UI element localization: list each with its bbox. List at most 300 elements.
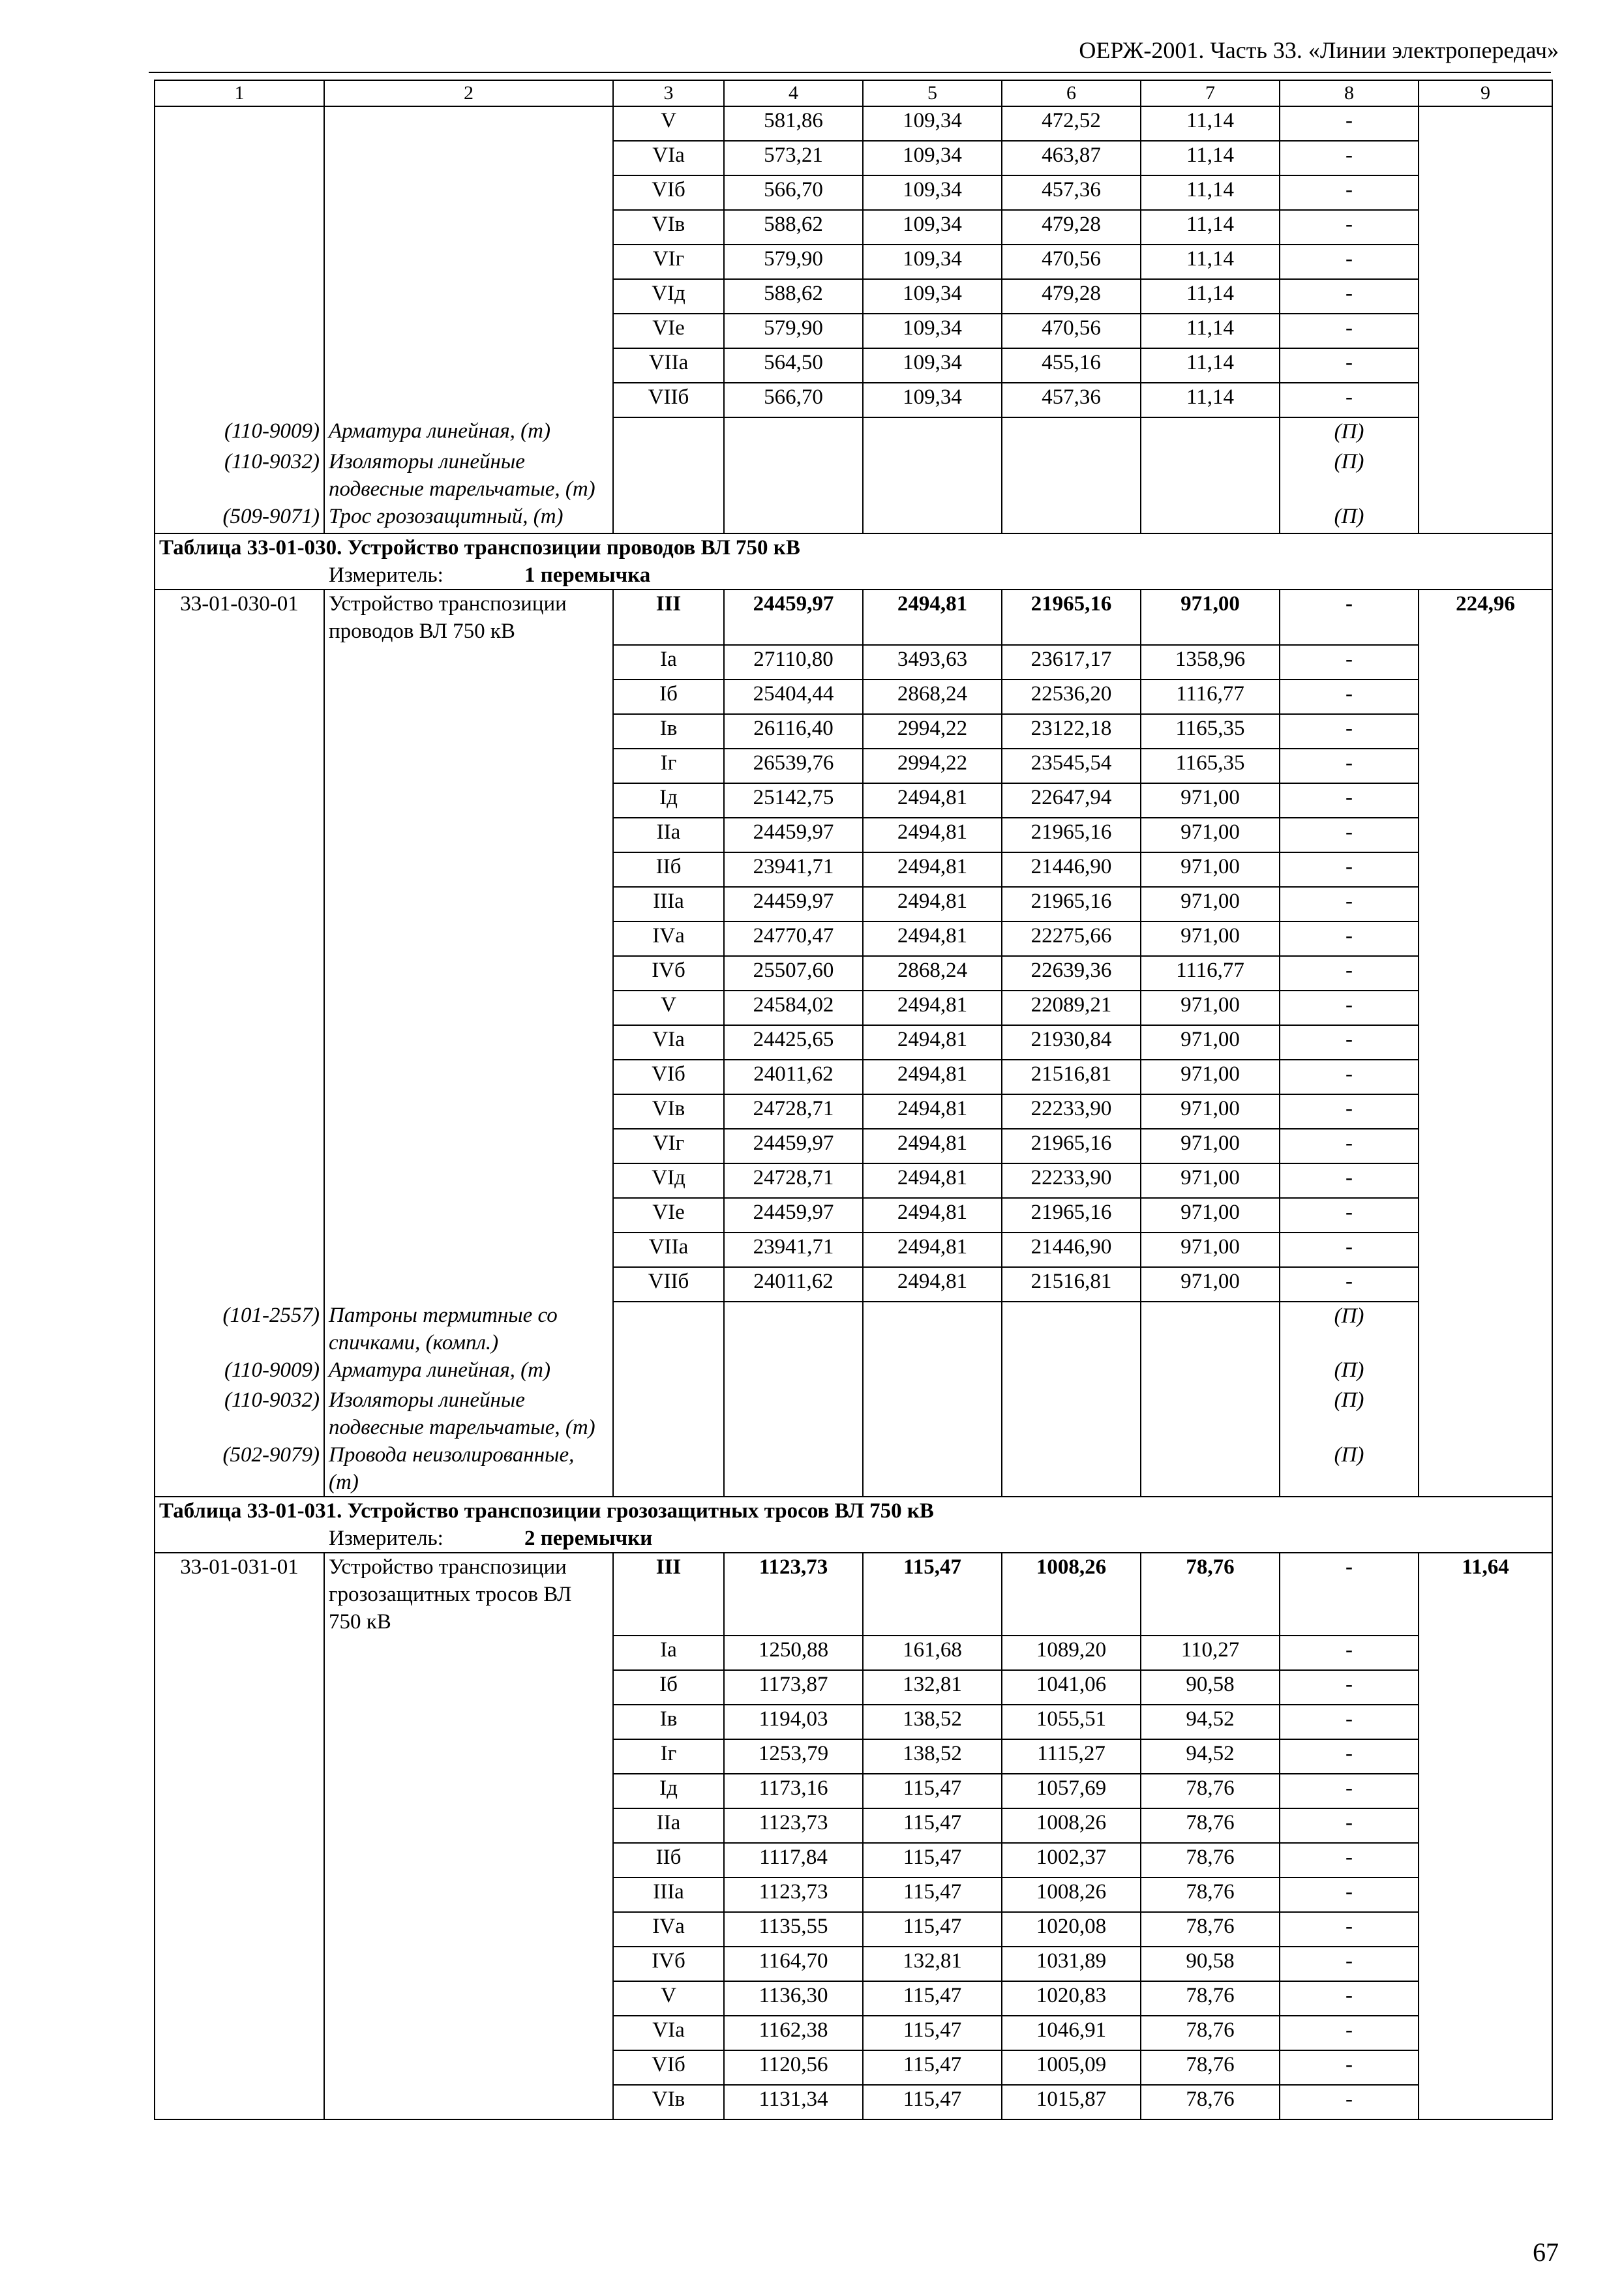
column-number: 7 (1141, 80, 1280, 106)
rate-code-cell (155, 1636, 324, 1670)
total-cost-cell: 25404,44 (724, 680, 863, 714)
wage-cell: 2494,81 (863, 1198, 1002, 1233)
rate-code-cell (155, 749, 324, 783)
total-cost-cell: 24770,47 (724, 921, 863, 956)
material-cost-cell: - (1280, 106, 1419, 141)
rate-code-cell: 33-01-031-01 (155, 1553, 324, 1636)
driver-wage-cell: 1358,96 (1141, 645, 1280, 680)
table-body (155, 80, 1552, 2119)
rate-code-cell (155, 818, 324, 852)
empty-cell (1141, 1441, 1280, 1497)
work-name-cell (324, 1163, 613, 1198)
machine-cost-cell: 23617,17 (1002, 645, 1141, 680)
empty-cell (1419, 1386, 1552, 1441)
material-cost-cell: - (1280, 1705, 1419, 1739)
zone-cell: Iд (613, 783, 724, 818)
resource-row (155, 1441, 1552, 1497)
zone-cell: VIа (613, 1025, 724, 1060)
material-cost-cell: - (1280, 590, 1419, 645)
rate-code-cell (155, 1267, 324, 1302)
resource-name: Провода неизолированные, (т) (324, 1441, 613, 1497)
zone-cell: VIIа (613, 348, 724, 383)
driver-wage-cell: 971,00 (1141, 991, 1280, 1025)
work-name-cell (324, 1094, 613, 1129)
machine-cost-cell: 479,28 (1002, 279, 1141, 314)
driver-wage-cell: 11,14 (1141, 210, 1280, 245)
wage-cell: 2494,81 (863, 1163, 1002, 1198)
total-cost-cell: 25142,75 (724, 783, 863, 818)
wage-cell: 115,47 (863, 2050, 1002, 2085)
wage-cell: 115,47 (863, 1912, 1002, 1947)
driver-wage-cell: 11,14 (1141, 106, 1280, 141)
driver-wage-cell: 11,14 (1141, 348, 1280, 383)
material-cost-cell: - (1280, 749, 1419, 783)
wage-cell: 2494,81 (863, 818, 1002, 852)
driver-wage-cell: 11,14 (1141, 175, 1280, 210)
empty-cell (613, 1356, 724, 1386)
material-cost-cell: - (1280, 2085, 1419, 2119)
table-row (155, 1163, 1552, 1198)
wage-cell: 132,81 (863, 1670, 1002, 1705)
table-row (155, 1025, 1552, 1060)
table-row (155, 2050, 1552, 2085)
wage-cell: 115,47 (863, 2085, 1002, 2119)
measure-label: Измеритель: (329, 1527, 444, 1550)
labor-cell (1419, 1025, 1552, 1060)
total-cost-cell: 24728,71 (724, 1163, 863, 1198)
zone-cell: IVб (613, 1947, 724, 1981)
empty-cell (1419, 417, 1552, 448)
rate-code-cell (155, 852, 324, 887)
rate-code-cell (155, 1705, 324, 1739)
table-row (155, 314, 1552, 348)
empty-cell (1002, 1356, 1141, 1386)
empty-cell (1419, 1441, 1552, 1497)
driver-wage-cell: 11,14 (1141, 245, 1280, 279)
page-number: 67 (1533, 2237, 1559, 2267)
empty-cell (1141, 1356, 1280, 1386)
zone-cell: IVа (613, 921, 724, 956)
labor-cell (1419, 680, 1552, 714)
resource-code: (110-9032) (155, 1386, 324, 1441)
labor-cell (1419, 887, 1552, 921)
work-name-cell (324, 1267, 613, 1302)
machine-cost-cell: 1015,87 (1002, 2085, 1141, 2119)
table-row (155, 590, 1552, 645)
rate-code-cell (155, 714, 324, 749)
work-name-cell (324, 1060, 613, 1094)
driver-wage-cell: 971,00 (1141, 887, 1280, 921)
material-cost-cell: - (1280, 141, 1419, 175)
rate-code-cell (155, 210, 324, 245)
labor-cell (1419, 1267, 1552, 1302)
material-cost-cell: - (1280, 1774, 1419, 1808)
table-row (155, 2016, 1552, 2050)
zone-cell: VIа (613, 2016, 724, 2050)
machine-cost-cell: 21446,90 (1002, 1233, 1141, 1267)
zone-cell: VIв (613, 2085, 724, 2119)
table-row (155, 991, 1552, 1025)
empty-cell (1002, 503, 1141, 533)
empty-cell (724, 1386, 863, 1441)
table-row (155, 1808, 1552, 1843)
wage-cell: 138,52 (863, 1705, 1002, 1739)
zone-cell: III (613, 1553, 724, 1636)
rate-code-cell (155, 887, 324, 921)
header-rule (149, 72, 1551, 73)
table-row (155, 1670, 1552, 1705)
empty-cell (1002, 417, 1141, 448)
driver-wage-cell: 94,52 (1141, 1739, 1280, 1774)
zone-cell: III (613, 590, 724, 645)
empty-cell (613, 1386, 724, 1441)
wage-cell: 2494,81 (863, 590, 1002, 645)
work-name-cell (324, 1878, 613, 1912)
machine-cost-cell: 21965,16 (1002, 818, 1141, 852)
driver-wage-cell: 78,76 (1141, 1843, 1280, 1878)
driver-wage-cell: 971,00 (1141, 1025, 1280, 1060)
total-cost-cell: 1253,79 (724, 1739, 863, 1774)
work-name-cell (324, 279, 613, 314)
machine-cost-cell: 1089,20 (1002, 1636, 1141, 1670)
rate-code-cell (155, 106, 324, 141)
work-name-cell (324, 783, 613, 818)
total-cost-cell: 588,62 (724, 210, 863, 245)
work-name-cell (324, 1129, 613, 1163)
driver-wage-cell: 78,76 (1141, 2050, 1280, 2085)
work-name-cell (324, 714, 613, 749)
driver-wage-cell: 11,14 (1141, 383, 1280, 417)
machine-cost-cell: 21446,90 (1002, 852, 1141, 887)
material-cost-cell: - (1280, 1636, 1419, 1670)
machine-cost-cell: 21516,81 (1002, 1060, 1141, 1094)
wage-cell: 115,47 (863, 1878, 1002, 1912)
empty-cell (863, 1356, 1002, 1386)
work-name-cell (324, 991, 613, 1025)
empty-cell (1419, 503, 1552, 533)
table-row (155, 106, 1552, 141)
wage-cell: 109,34 (863, 141, 1002, 175)
rate-code-cell (155, 1025, 324, 1060)
wage-cell: 109,34 (863, 348, 1002, 383)
total-cost-cell: 566,70 (724, 383, 863, 417)
driver-wage-cell: 1116,77 (1141, 680, 1280, 714)
driver-wage-cell: 971,00 (1141, 783, 1280, 818)
total-cost-cell: 24425,65 (724, 1025, 863, 1060)
resource-code: (110-9009) (155, 1356, 324, 1386)
driver-wage-cell: 90,58 (1141, 1670, 1280, 1705)
driver-wage-cell: 971,00 (1141, 1198, 1280, 1233)
zone-cell: VIа (613, 141, 724, 175)
zone-cell: Iа (613, 1636, 724, 1670)
driver-wage-cell: 78,76 (1141, 1774, 1280, 1808)
total-cost-cell: 1173,16 (724, 1774, 863, 1808)
driver-wage-cell: 971,00 (1141, 1233, 1280, 1267)
labor-cell (1419, 1774, 1552, 1808)
wage-cell: 115,47 (863, 1553, 1002, 1636)
wage-cell: 2494,81 (863, 1233, 1002, 1267)
rate-code-cell (155, 680, 324, 714)
wage-cell: 2994,22 (863, 714, 1002, 749)
machine-cost-cell: 21965,16 (1002, 590, 1141, 645)
zone-cell: Iб (613, 1670, 724, 1705)
machine-cost-cell: 1008,26 (1002, 1553, 1141, 1636)
driver-wage-cell: 94,52 (1141, 1705, 1280, 1739)
zone-cell: IVа (613, 1912, 724, 1947)
empty-cell (613, 1302, 724, 1356)
work-name-cell (324, 818, 613, 852)
empty-cell (724, 417, 863, 448)
total-cost-cell: 1120,56 (724, 2050, 863, 2085)
material-cost-cell: - (1280, 1878, 1419, 1912)
empty-cell (1141, 1386, 1280, 1441)
table-row (155, 1129, 1552, 1163)
machine-cost-cell: 1115,27 (1002, 1739, 1141, 1774)
table-row (155, 1739, 1552, 1774)
zone-cell: VIб (613, 1060, 724, 1094)
wage-cell: 115,47 (863, 1808, 1002, 1843)
material-cost-cell: - (1280, 1670, 1419, 1705)
resource-row (155, 503, 1552, 533)
measure-cell (155, 561, 1552, 590)
total-cost-cell: 24459,97 (724, 887, 863, 921)
labor-cell (1419, 1843, 1552, 1878)
rates-table (154, 80, 1553, 2120)
wage-cell: 2494,81 (863, 852, 1002, 887)
total-cost-cell: 24459,97 (724, 818, 863, 852)
material-cost-cell: - (1280, 714, 1419, 749)
table-row (155, 383, 1552, 417)
material-cost-cell: - (1280, 210, 1419, 245)
driver-wage-cell: 1116,77 (1141, 956, 1280, 991)
resource-row (155, 1356, 1552, 1386)
total-cost-cell: 1117,84 (724, 1843, 863, 1878)
material-cost-cell: - (1280, 383, 1419, 417)
material-cost-cell: - (1280, 1163, 1419, 1198)
zone-cell: VIв (613, 210, 724, 245)
empty-cell (1002, 1386, 1141, 1441)
driver-wage-cell: 971,00 (1141, 590, 1280, 645)
resource-row (155, 1302, 1552, 1356)
machine-cost-cell: 21965,16 (1002, 887, 1141, 921)
machine-cost-cell: 1005,09 (1002, 2050, 1141, 2085)
wage-cell: 2494,81 (863, 1025, 1002, 1060)
wage-cell: 115,47 (863, 1843, 1002, 1878)
total-cost-cell: 25507,60 (724, 956, 863, 991)
total-cost-cell: 26116,40 (724, 714, 863, 749)
zone-cell: Iа (613, 645, 724, 680)
work-name-cell (324, 1198, 613, 1233)
driver-wage-cell: 971,00 (1141, 1163, 1280, 1198)
rate-code-cell (155, 1739, 324, 1774)
work-name-cell (324, 2016, 613, 2050)
resource-name: Изоляторы линейные подвесные тарельчатые, (т) (324, 1386, 613, 1441)
labor-cell (1419, 1060, 1552, 1094)
machine-cost-cell: 23545,54 (1002, 749, 1141, 783)
total-cost-cell: 1194,03 (724, 1705, 863, 1739)
work-name-cell (324, 645, 613, 680)
driver-wage-cell: 1165,35 (1141, 714, 1280, 749)
table-row (155, 2085, 1552, 2119)
zone-cell: VIб (613, 2050, 724, 2085)
total-cost-cell: 1123,73 (724, 1808, 863, 1843)
empty-cell (613, 417, 724, 448)
work-name-cell (324, 175, 613, 210)
labor-cell (1419, 1129, 1552, 1163)
empty-cell (863, 1441, 1002, 1497)
wage-cell: 115,47 (863, 2016, 1002, 2050)
resource-code: (110-9009) (155, 417, 324, 448)
machine-cost-cell: 1002,37 (1002, 1843, 1141, 1878)
machine-cost-cell: 22647,94 (1002, 783, 1141, 818)
machine-cost-cell: 1008,26 (1002, 1808, 1141, 1843)
driver-wage-cell: 11,14 (1141, 314, 1280, 348)
wage-cell: 109,34 (863, 314, 1002, 348)
table-row (155, 956, 1552, 991)
wage-cell: 2868,24 (863, 680, 1002, 714)
labor-cell (1419, 175, 1552, 210)
rate-code-cell (155, 645, 324, 680)
work-name-cell (324, 1808, 613, 1843)
total-cost-cell: 23941,71 (724, 852, 863, 887)
material-cost-cell: - (1280, 991, 1419, 1025)
work-name-cell (324, 2050, 613, 2085)
zone-cell: IIб (613, 1843, 724, 1878)
work-name-cell (324, 210, 613, 245)
table-row (155, 279, 1552, 314)
material-cost-cell: - (1280, 1267, 1419, 1302)
resource-mark: (П) (1280, 417, 1419, 448)
table-row (155, 714, 1552, 749)
zone-cell: Iв (613, 1705, 724, 1739)
empty-cell (1002, 1441, 1141, 1497)
material-cost-cell: - (1280, 1233, 1419, 1267)
labor-cell (1419, 106, 1552, 141)
zone-cell: VIе (613, 1198, 724, 1233)
table-row (155, 210, 1552, 245)
labor-cell (1419, 1878, 1552, 1912)
labor-cell (1419, 852, 1552, 887)
zone-cell: VIе (613, 314, 724, 348)
rate-code-cell (155, 2050, 324, 2085)
material-cost-cell: - (1280, 2016, 1419, 2050)
resource-mark: (П) (1280, 1302, 1419, 1356)
total-cost-cell: 27110,80 (724, 645, 863, 680)
machine-cost-cell: 21516,81 (1002, 1267, 1141, 1302)
empty-cell (1419, 1356, 1552, 1386)
work-name-cell (324, 749, 613, 783)
labor-cell (1419, 141, 1552, 175)
labor-cell (1419, 2016, 1552, 2050)
resource-name: Патроны термитные со спичками, (компл.) (324, 1302, 613, 1356)
resource-name: Изоляторы линейные подвесные тарельчатые, (т) (324, 448, 613, 503)
labor-cell (1419, 749, 1552, 783)
total-cost-cell: 24584,02 (724, 991, 863, 1025)
work-name-cell (324, 1636, 613, 1670)
work-name-cell (324, 1025, 613, 1060)
machine-cost-cell: 1046,91 (1002, 2016, 1141, 2050)
empty-cell (863, 448, 1002, 503)
labor-cell (1419, 210, 1552, 245)
driver-wage-cell: 971,00 (1141, 852, 1280, 887)
work-name-cell (324, 1947, 613, 1981)
wage-cell: 138,52 (863, 1739, 1002, 1774)
rate-code-cell (155, 1163, 324, 1198)
material-cost-cell: - (1280, 783, 1419, 818)
total-cost-cell: 564,50 (724, 348, 863, 383)
empty-cell (863, 503, 1002, 533)
zone-cell: VIд (613, 279, 724, 314)
machine-cost-cell: 21965,16 (1002, 1198, 1141, 1233)
table-row (155, 1878, 1552, 1912)
measure-label: Измеритель: (329, 563, 444, 587)
machine-cost-cell: 1020,83 (1002, 1981, 1141, 2016)
machine-cost-cell: 1055,51 (1002, 1705, 1141, 1739)
zone-cell: IIIа (613, 887, 724, 921)
table-row (155, 1843, 1552, 1878)
zone-cell: VIIб (613, 383, 724, 417)
empty-cell (1419, 1302, 1552, 1356)
empty-cell (724, 1302, 863, 1356)
labor-cell (1419, 383, 1552, 417)
work-name-cell (324, 1705, 613, 1739)
material-cost-cell: - (1280, 852, 1419, 887)
material-cost-cell: - (1280, 1198, 1419, 1233)
machine-cost-cell: 455,16 (1002, 348, 1141, 383)
material-cost-cell: - (1280, 1843, 1419, 1878)
empty-cell (1141, 417, 1280, 448)
zone-cell: VIIа (613, 1233, 724, 1267)
work-name-cell (324, 2085, 613, 2119)
table-row (155, 1981, 1552, 2016)
wage-cell: 109,34 (863, 210, 1002, 245)
table-row (155, 1636, 1552, 1670)
table-row (155, 818, 1552, 852)
zone-cell: IIа (613, 818, 724, 852)
zone-cell: IVб (613, 956, 724, 991)
work-name-cell (324, 1233, 613, 1267)
work-name-cell (324, 887, 613, 921)
table-title: Таблица 33-01-030. Устройство транспозиции проводов ВЛ 750 кВ (155, 533, 1552, 561)
driver-wage-cell: 110,27 (1141, 1636, 1280, 1670)
material-cost-cell: - (1280, 645, 1419, 680)
table-row (155, 1947, 1552, 1981)
table-row (155, 141, 1552, 175)
empty-cell (724, 1441, 863, 1497)
column-number: 5 (863, 80, 1002, 106)
work-name-cell (324, 383, 613, 417)
resource-row (155, 1386, 1552, 1441)
machine-cost-cell: 21965,16 (1002, 1129, 1141, 1163)
zone-cell: IIб (613, 852, 724, 887)
zone-cell: VIд (613, 1163, 724, 1198)
labor-cell (1419, 818, 1552, 852)
machine-cost-cell: 470,56 (1002, 245, 1141, 279)
driver-wage-cell: 971,00 (1141, 1060, 1280, 1094)
rate-code-cell (155, 2016, 324, 2050)
labor-cell (1419, 348, 1552, 383)
zone-cell: V (613, 1981, 724, 2016)
rate-code-cell (155, 1670, 324, 1705)
total-cost-cell: 1164,70 (724, 1947, 863, 1981)
measure-row (155, 561, 1552, 590)
rate-code-cell (155, 1843, 324, 1878)
labor-cell (1419, 245, 1552, 279)
table-row (155, 1198, 1552, 1233)
wage-cell: 2494,81 (863, 921, 1002, 956)
labor-cell (1419, 1094, 1552, 1129)
machine-cost-cell: 22089,21 (1002, 991, 1141, 1025)
